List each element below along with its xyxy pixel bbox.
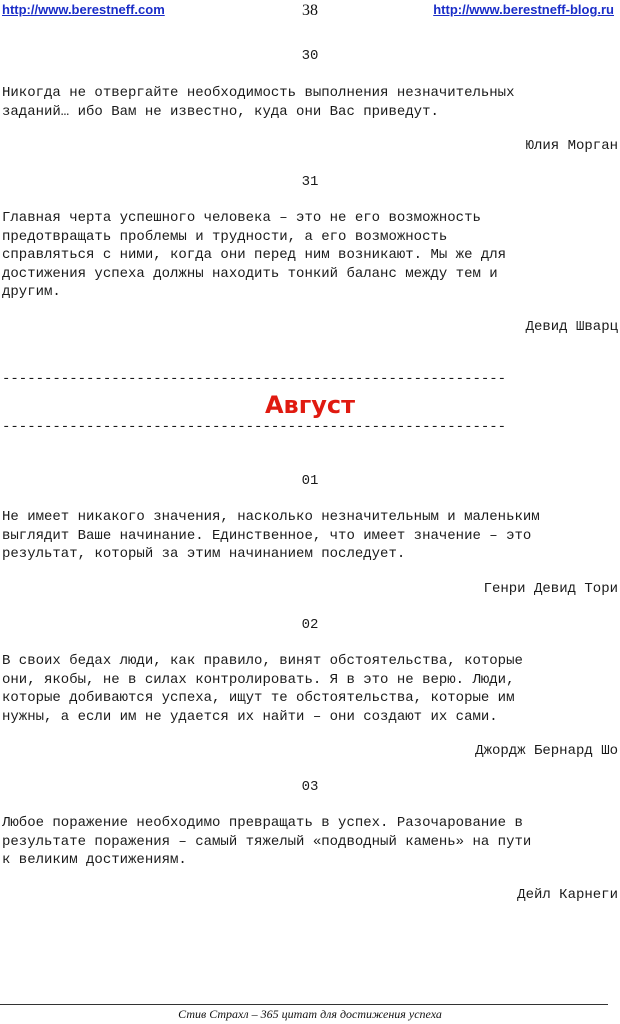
quote-author: Генри Девид Тори bbox=[483, 581, 618, 597]
page-number: 38 bbox=[302, 2, 318, 19]
quote-number: 30 bbox=[301, 48, 319, 64]
quote-number: 02 bbox=[301, 617, 319, 633]
quote-number: 03 bbox=[301, 779, 319, 795]
separator-line-bottom: ------------------------------------------------------------ bbox=[2, 419, 507, 435]
quote-text: Никогда не отвергайте необходимость выполнения незначительных заданий… ибо Вам не известно, куда они Вас приведут. bbox=[2, 85, 515, 120]
quote-author: Юлия Морган bbox=[525, 138, 618, 154]
quote-author: Дейл Карнеги bbox=[517, 887, 618, 903]
footer-divider bbox=[0, 1004, 608, 1005]
header-left-link[interactable]: http://www.berestneff.com bbox=[2, 2, 165, 17]
quote-number: 01 bbox=[301, 473, 319, 489]
quote-author: Девид Шварц bbox=[525, 319, 618, 335]
quote-text: В своих бедах люди, как правило, винят обстоятельства, которые они, якобы, не в силах контролировать. Я в это не верю. Люди, которые добиваются успеха, ищут те обстоятельства, которые им нужны, а если им не удается их найти – они создают их сами. bbox=[2, 653, 523, 725]
quote-text: Главная черта успешного человека – это не его возможность предотвращать проблемы и трудности, а его возможность справляться с ними, когда они перед ним возникают. Мы же для достижения успеха должны находить тонкий баланс между тем и другим. bbox=[2, 210, 507, 300]
quote-number: 31 bbox=[301, 174, 319, 190]
footer-text: Стив Страхл – 365 цитат для достижения успеха bbox=[178, 1007, 442, 1021]
header-right-link[interactable]: http://www.berestneff-blog.ru bbox=[433, 2, 614, 17]
month-title: Август bbox=[264, 391, 356, 419]
quote-author: Джордж Бернард Шо bbox=[475, 743, 618, 759]
quote-text: Любое поражение необходимо превращать в успех. Разочарование в результате поражения – самый тяжелый «подводный камень» на пути к великим достижениям. bbox=[2, 815, 532, 868]
separator-line-top: ------------------------------------------------------------ bbox=[2, 371, 507, 387]
quote-text: Не имеет никакого значения, насколько незначительным и маленьким выглядит Ваше начинание. Единственное, что имеет значение – это результат, который за этим начинанием последует. bbox=[2, 509, 540, 562]
